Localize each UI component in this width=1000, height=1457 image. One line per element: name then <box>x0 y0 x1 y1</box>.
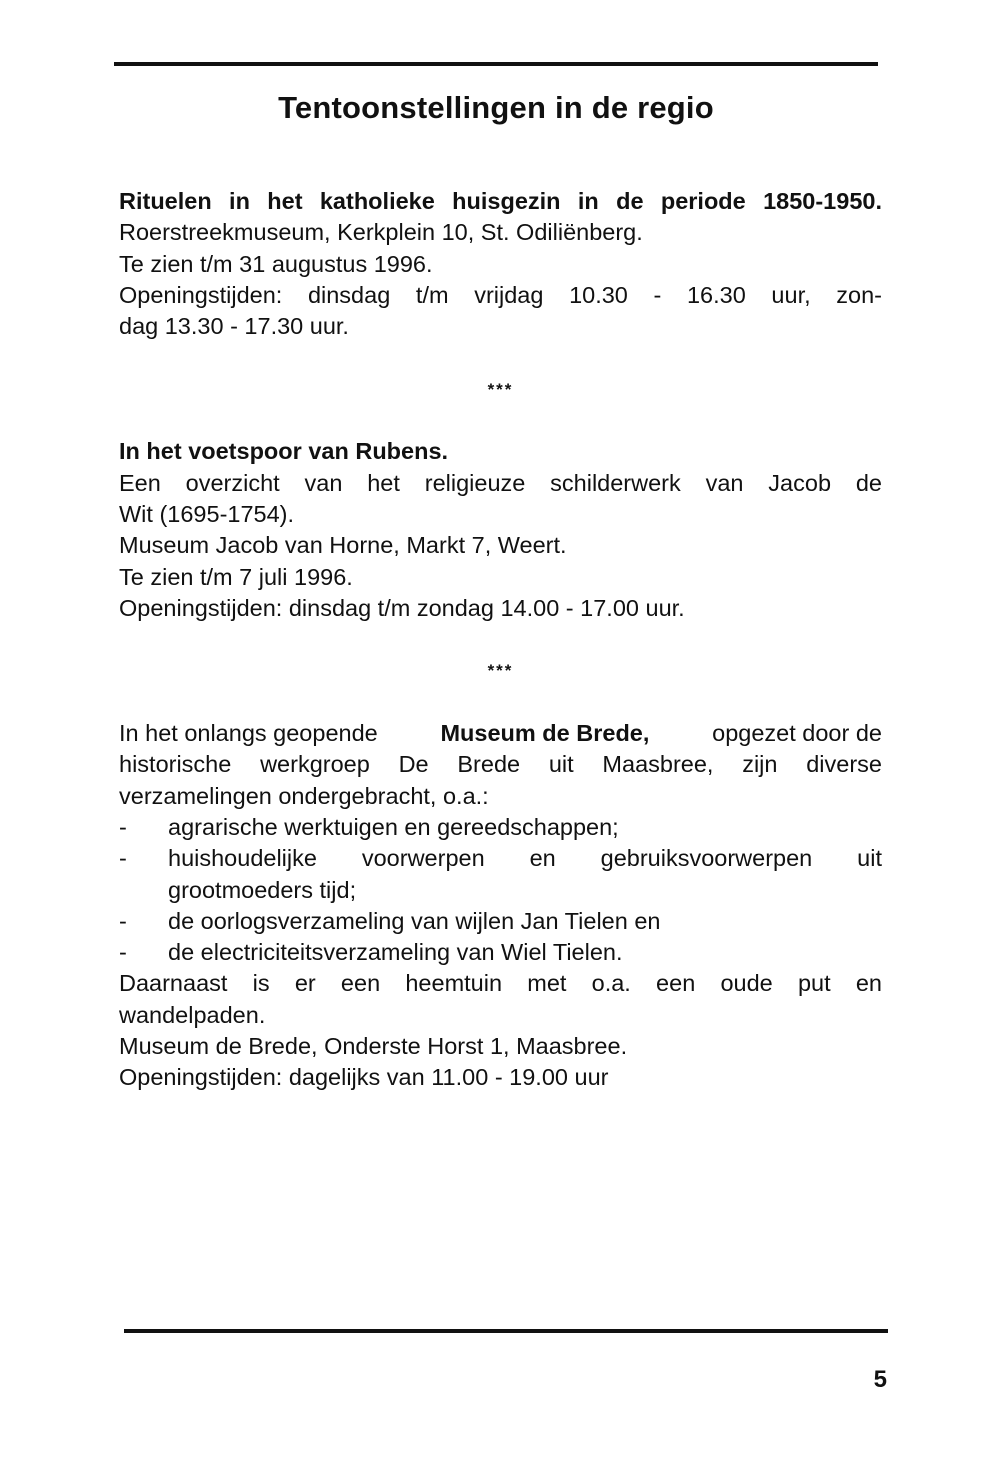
separator-stars: *** <box>487 379 514 399</box>
exhibition3-intro-line2: historische werkgroep De Brede uit Maasbree, zijn diverse <box>119 751 882 778</box>
exhibition2-location: Museum Jacob van Horne, Markt 7, Weert. <box>119 532 567 559</box>
exhibition3-intro-line3: verzamelingen ondergebracht, o.a.: <box>119 782 489 809</box>
exhibition1-hours-line1: Openingstijden: dinsdag t/m vrijdag 10.30 - 16.30 uur, zon- <box>119 281 882 308</box>
list-item <box>119 843 882 874</box>
exhibition3-extra-line1: Daarnaast is er een heemtuin met o.a. een oude put en <box>119 970 882 997</box>
exhibition3-intro-line1 <box>119 718 882 749</box>
exhibition1-dates: Te zien t/m 31 augustus 1996. <box>119 250 433 277</box>
separator-stars: *** <box>487 661 514 681</box>
list-item-continuation: grootmoeders tijd; <box>168 876 357 903</box>
intro-text-post: opgezet door de <box>712 720 882 747</box>
bullet-dash: - <box>119 907 127 934</box>
exhibition2-hours: Openingstijden: dinsdag t/m zondag 14.00 - 17.00 uur. <box>119 594 685 621</box>
list-item-text: de electriciteitsverzameling van Wiel Tielen. <box>168 939 623 966</box>
bullet-dash: - <box>119 813 127 840</box>
exhibition3-hours: Openingstijden: dagelijks van 11.00 - 19.00 uur <box>119 1064 609 1091</box>
bullet-dash: - <box>119 845 127 872</box>
exhibition2-heading: In het voetspoor van Rubens. <box>119 438 449 465</box>
article-body <box>119 186 882 1094</box>
exhibition2-description-line2: Wit (1695-1754). <box>119 500 295 527</box>
exhibition2-description-line1: Een overzicht van het religieuze schilderwerk van Jacob de <box>119 469 882 496</box>
intro-text-pre: In het onlangs geopende <box>119 720 378 747</box>
museum-name-bold: Museum de Brede, <box>440 720 650 747</box>
bullet-dash: - <box>119 939 127 966</box>
exhibition1-heading: Rituelen in het katholieke huisgezin in de periode 1850-1950. <box>119 188 882 214</box>
exhibition3-location: Museum de Brede, Onderste Horst 1, Maasbree. <box>119 1033 628 1060</box>
list-item <box>119 937 882 968</box>
list-item <box>119 906 882 937</box>
list-item-text: agrarische werktuigen en gereedschappen; <box>168 813 619 840</box>
top-rule <box>114 62 878 66</box>
exhibition3-extra-line2: wandelpaden. <box>119 1001 266 1028</box>
list-item <box>119 812 882 843</box>
exhibition1-location: Roerstreekmuseum, Kerkplein 10, St. Odiliënberg. <box>119 219 643 246</box>
bottom-rule <box>124 1329 888 1333</box>
exhibition1-hours-line2: dag 13.30 - 17.30 uur. <box>119 313 349 340</box>
list-item-text: huishoudelijke voorwerpen en gebruiksvoorwerpen uit <box>168 845 882 872</box>
page-title: Tentoonstellingen in de regio <box>278 90 714 125</box>
list-item-text: de oorlogsverzameling van wijlen Jan Tielen en <box>168 907 661 934</box>
exhibition2-dates: Te zien t/m 7 juli 1996. <box>119 563 353 590</box>
page-number: 5 <box>873 1366 887 1393</box>
